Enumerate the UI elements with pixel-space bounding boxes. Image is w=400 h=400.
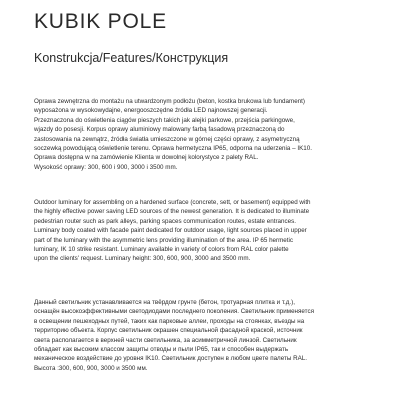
paragraph-line: Oprawa dostępna w na zamówienie Klienta w dowolnej kolorystyce z palety RAL. [34,154,259,162]
paragraph-line: zastosowania na zewnątrz, źródła światła umieszczone w górnej części oprawy, z asymetryczną [34,135,300,143]
paragraph-line: территорию объекта. Корпус светильник окрашен специальной фасадной краской, источник [34,327,303,335]
section-subtitle: Konstrukcja/Features/Конструкция [34,51,229,65]
paragraph-line: оснащён высокоэффективными светодиодами последнего поколения. Светильник применяется [34,308,314,316]
paragraph-line: Outdoor luminary for assembling on a hardened surface (concrete, sett, or basement) equipped with [34,199,311,206]
paragraph-line: в освещении пешеходных путей, таких как парковые аллеи, проходы на стоянках, въезды на [34,317,305,325]
paragraph-line: wyposażona w wysokowydajne, energooszczędne źródła LED najnowszej generacji. [34,107,268,115]
paragraph-line: Данный светильник устанавливается на твёрдом грунте (бетон, тротуарная плитка и т.д.), [34,299,295,306]
paragraph-line: механическое воздействие до уровня IK10. Светильник доступен в любом цвете палеты RAL. [34,355,307,363]
paragraph-line: luminary, IK 10 strike resistant. Luminary available in variety of colors from RAL color palette [34,246,289,254]
product-title: KUBIK POLE [34,10,167,33]
paragraph-line: the highly effective power saving LED sources of the newest generation. It is dedicated to illuminate [34,208,310,216]
paragraph-line: обладает как высоким классом защиты отводы и пыли IP65, так и способен выдержать [34,346,289,354]
paragraph-line: Wysokość oprawy: 300, 600 i 900, 3000 i 3500 mm. [34,163,178,171]
paragraph-line: upon the clients' request. Luminary height: 300, 600, 900, 3000 and 3500 mm. [34,255,251,263]
paragraph-line: Luminary body coated with facade paint dedicated for outdoor usage, light sources placed in upper [34,227,307,235]
paragraph-line: part of the luminary with the asymmetric lens providing illumination of the area. IP 65 hermetic [34,236,294,244]
paragraph-line: света располагается в верхней части светильника, за асимметричной линзой. Светильник [34,336,297,344]
paragraph-line: wjazdy do posesji. Korpus oprawy aluminiowy malowany farbą fasadową przeznaczoną do [34,126,285,134]
paragraph-line: Oprawa zewnętrzna do montażu na utwardzonym podłożu (beton, kostka brukowa lub fundament) [34,98,305,105]
paragraph-line: Высота :300, 600, 900, 3000 и 3500 мм. [34,364,148,372]
paragraph-line: soczewką powodującą oświetlenie terenu. Oprawa hermetyczna IP65, odporna na uderzenia – IK10. [34,145,312,153]
paragraph-russian [34,298,376,373]
paragraph-line: Przeznaczona do oświetlenia ciągów pieszych takich jak alejki parkowe, przejścia parkingowe, [34,116,295,124]
paragraph-english [34,198,376,264]
paragraph-line: pedestrian router such as park alleys, parking spaces communication routes, estate entrances. [34,217,296,225]
paragraph-polish [34,97,376,172]
